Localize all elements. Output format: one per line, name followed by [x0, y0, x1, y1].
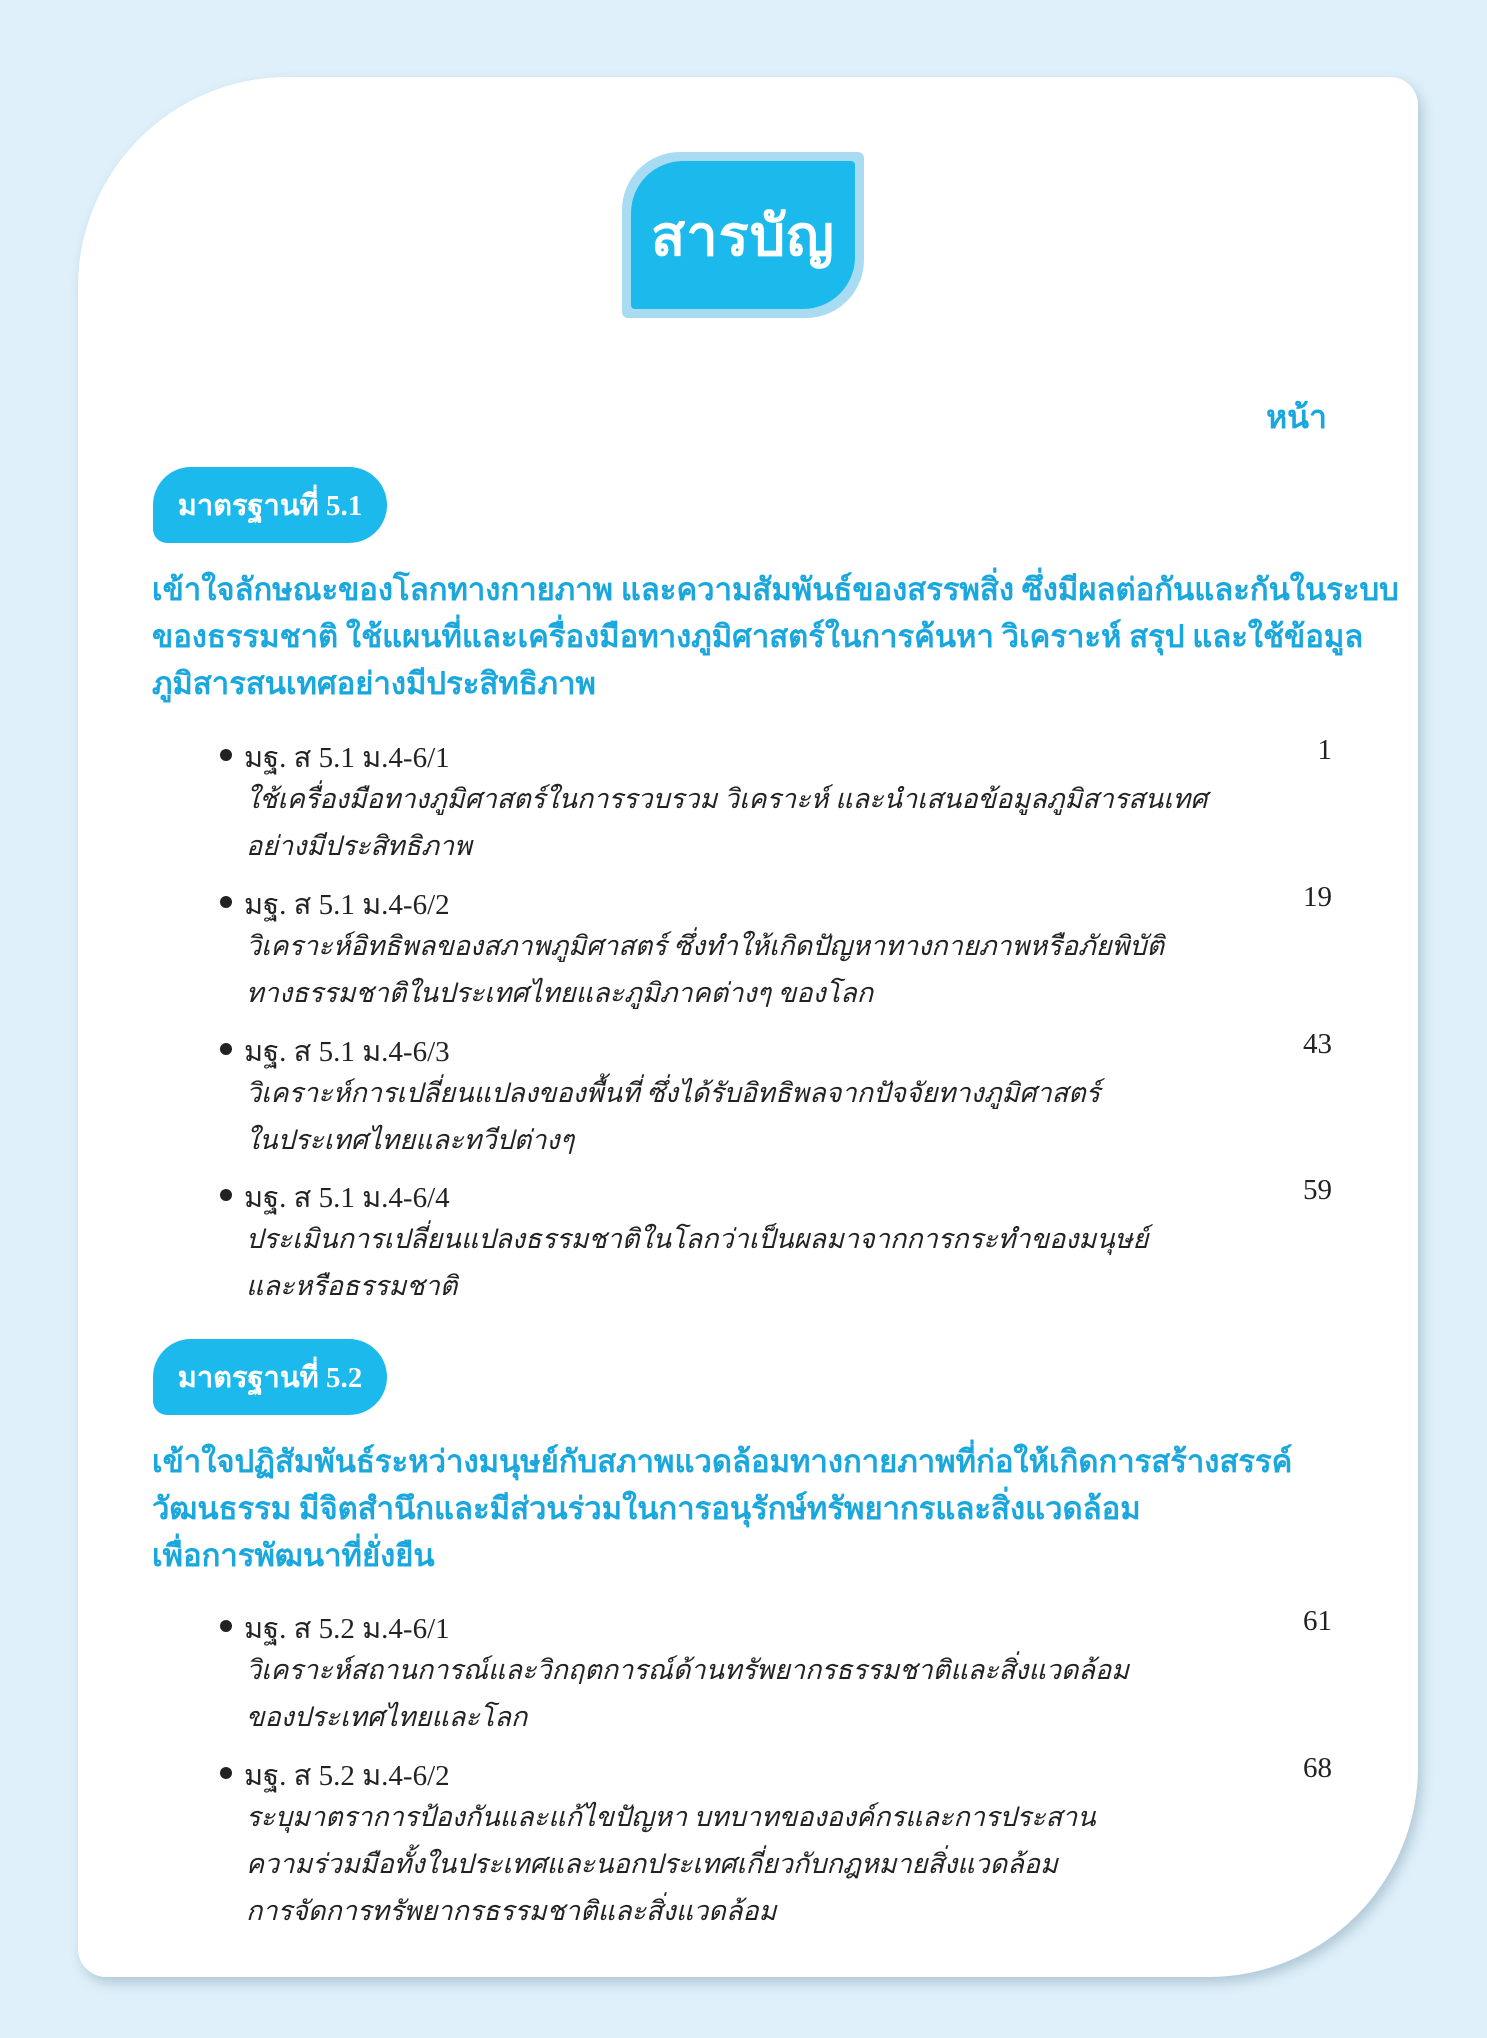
entry-code: มฐ. ส 5.1 ม.4-6/2 — [244, 889, 450, 921]
entry-description-line: ใช้เครื่องมือทางภูมิศาสตร์ในการรวบรวม วิเคราะห์ และนำเสนอข้อมูลภูมิสารสนเทศ — [246, 784, 1208, 814]
standard-description-line: เข้าใจลักษณะของโลกทางกายภาพ และความสัมพันธ์ของสรรพสิ่ง ซึ่งมีผลต่อกันและกันในระบบ — [152, 572, 1399, 607]
entry-description-line: ประเมินการเปลี่ยนแปลงธรรมชาติในโลกว่าเป็นผลมาจากการกระทำของมนุษย์ — [246, 1224, 1149, 1254]
entry-code: มฐ. ส 5.2 ม.4-6/1 — [244, 1613, 450, 1645]
entry-page-number: 43 — [1303, 1028, 1332, 1060]
standard-badge-5-1: มาตรฐานที่ 5.1 — [153, 467, 387, 543]
entry-page-number: 61 — [1303, 1605, 1332, 1637]
standard-description-line: ของธรรมชาติ ใช้แผนที่และเครื่องมือทางภูมิศาสตร์ในการค้นหา วิเคราะห์ สรุป และใช้ข้อมูล — [152, 619, 1364, 654]
bullet-icon — [220, 1620, 232, 1632]
entry-description — [246, 1070, 1332, 1164]
standard-description-line: ภูมิสารสนเทศอย่างมีประสิทธิภาพ — [152, 666, 596, 701]
entry-page-number: 68 — [1303, 1752, 1332, 1784]
entry-description — [246, 776, 1332, 870]
entry-description-line: ในประเทศไทยและทวีปต่างๆ — [246, 1125, 575, 1155]
standard-description-5-2 — [152, 1438, 1342, 1579]
page-title: สารบัญ — [631, 161, 855, 309]
entry-description-line: ของประเทศไทยและโลก — [246, 1702, 528, 1732]
entry-description — [246, 1216, 1332, 1310]
standard-description-line: เพื่อการพัฒนาที่ยั่งยืน — [152, 1538, 435, 1573]
entry-code: มฐ. ส 5.1 ม.4-6/4 — [244, 1182, 450, 1214]
entry-page-number: 59 — [1303, 1174, 1332, 1206]
entry-description-line: ระบุมาตราการป้องกันและแก้ไขปัญหา บทบาทขององค์กรและการประสาน — [246, 1802, 1096, 1832]
entry-code: มฐ. ส 5.2 ม.4-6/2 — [244, 1760, 450, 1792]
entry-description — [246, 1647, 1332, 1741]
bullet-icon — [220, 896, 232, 908]
toc-entry[interactable] — [218, 1599, 1332, 1741]
page-column-label: หน้า — [1266, 399, 1327, 435]
entry-description-line: ความร่วมมือทั้งในประเทศและนอกประเทศเกี่ยวกับกฎหมายสิ่งแวดล้อม — [246, 1849, 1058, 1879]
standard-badge-5-2: มาตรฐานที่ 5.2 — [153, 1339, 387, 1415]
entry-description-line: และหรือธรรมชาติ — [246, 1271, 458, 1301]
toc-entry[interactable] — [218, 1168, 1332, 1310]
bullet-icon — [220, 749, 232, 761]
bullet-icon — [220, 1043, 232, 1055]
entry-description — [246, 1794, 1332, 1935]
toc-entry[interactable] — [218, 1746, 1332, 1935]
entry-page-number: 19 — [1303, 881, 1332, 913]
title-tab — [622, 152, 864, 318]
bullet-icon — [220, 1189, 232, 1201]
entry-code: มฐ. ส 5.1 ม.4-6/1 — [244, 742, 450, 774]
entry-description-line: วิเคราะห์สถานการณ์และวิกฤตการณ์ด้านทรัพยากรธรรมชาติและสิ่งแวดล้อม — [246, 1655, 1129, 1685]
entry-description-line: ทางธรรมชาติในประเทศไทยและภูมิภาคต่างๆ ของโลก — [246, 978, 874, 1008]
entry-description-line: วิเคราะห์อิทธิพลของสภาพภูมิศาสตร์ ซึ่งทำให้เกิดปัญหาทางกายภาพหรือภัยพิบัติ — [246, 931, 1164, 961]
standard-description-line: เข้าใจปฏิสัมพันธ์ระหว่างมนุษย์กับสภาพแวดล้อมทางกายภาพที่ก่อให้เกิดการสร้างสรรค์ — [152, 1444, 1293, 1479]
entry-description-line: การจัดการทรัพยากรธรรมชาติและสิ่งแวดล้อม — [246, 1896, 777, 1926]
toc-entry[interactable] — [218, 875, 1332, 1017]
bullet-icon — [220, 1767, 232, 1779]
toc-entry[interactable] — [218, 1022, 1332, 1164]
entry-page-number: 1 — [1317, 734, 1332, 766]
entry-description-line: อย่างมีประสิทธิภาพ — [246, 831, 472, 861]
entry-description — [246, 923, 1332, 1017]
entry-code: มฐ. ส 5.1 ม.4-6/3 — [244, 1036, 450, 1068]
standard-description-5-1 — [152, 566, 1399, 707]
standard-description-line: วัฒนธรรม มีจิตสำนึกและมีส่วนร่วมในการอนุรักษ์ทรัพยากรและสิ่งแวดล้อม — [152, 1491, 1141, 1526]
toc-entry[interactable] — [218, 728, 1332, 870]
entry-description-line: วิเคราะห์การเปลี่ยนแปลงของพื้นที่ ซึ่งได้รับอิทธิพลจากปัจจัยทางภูมิศาสตร์ — [246, 1078, 1101, 1108]
